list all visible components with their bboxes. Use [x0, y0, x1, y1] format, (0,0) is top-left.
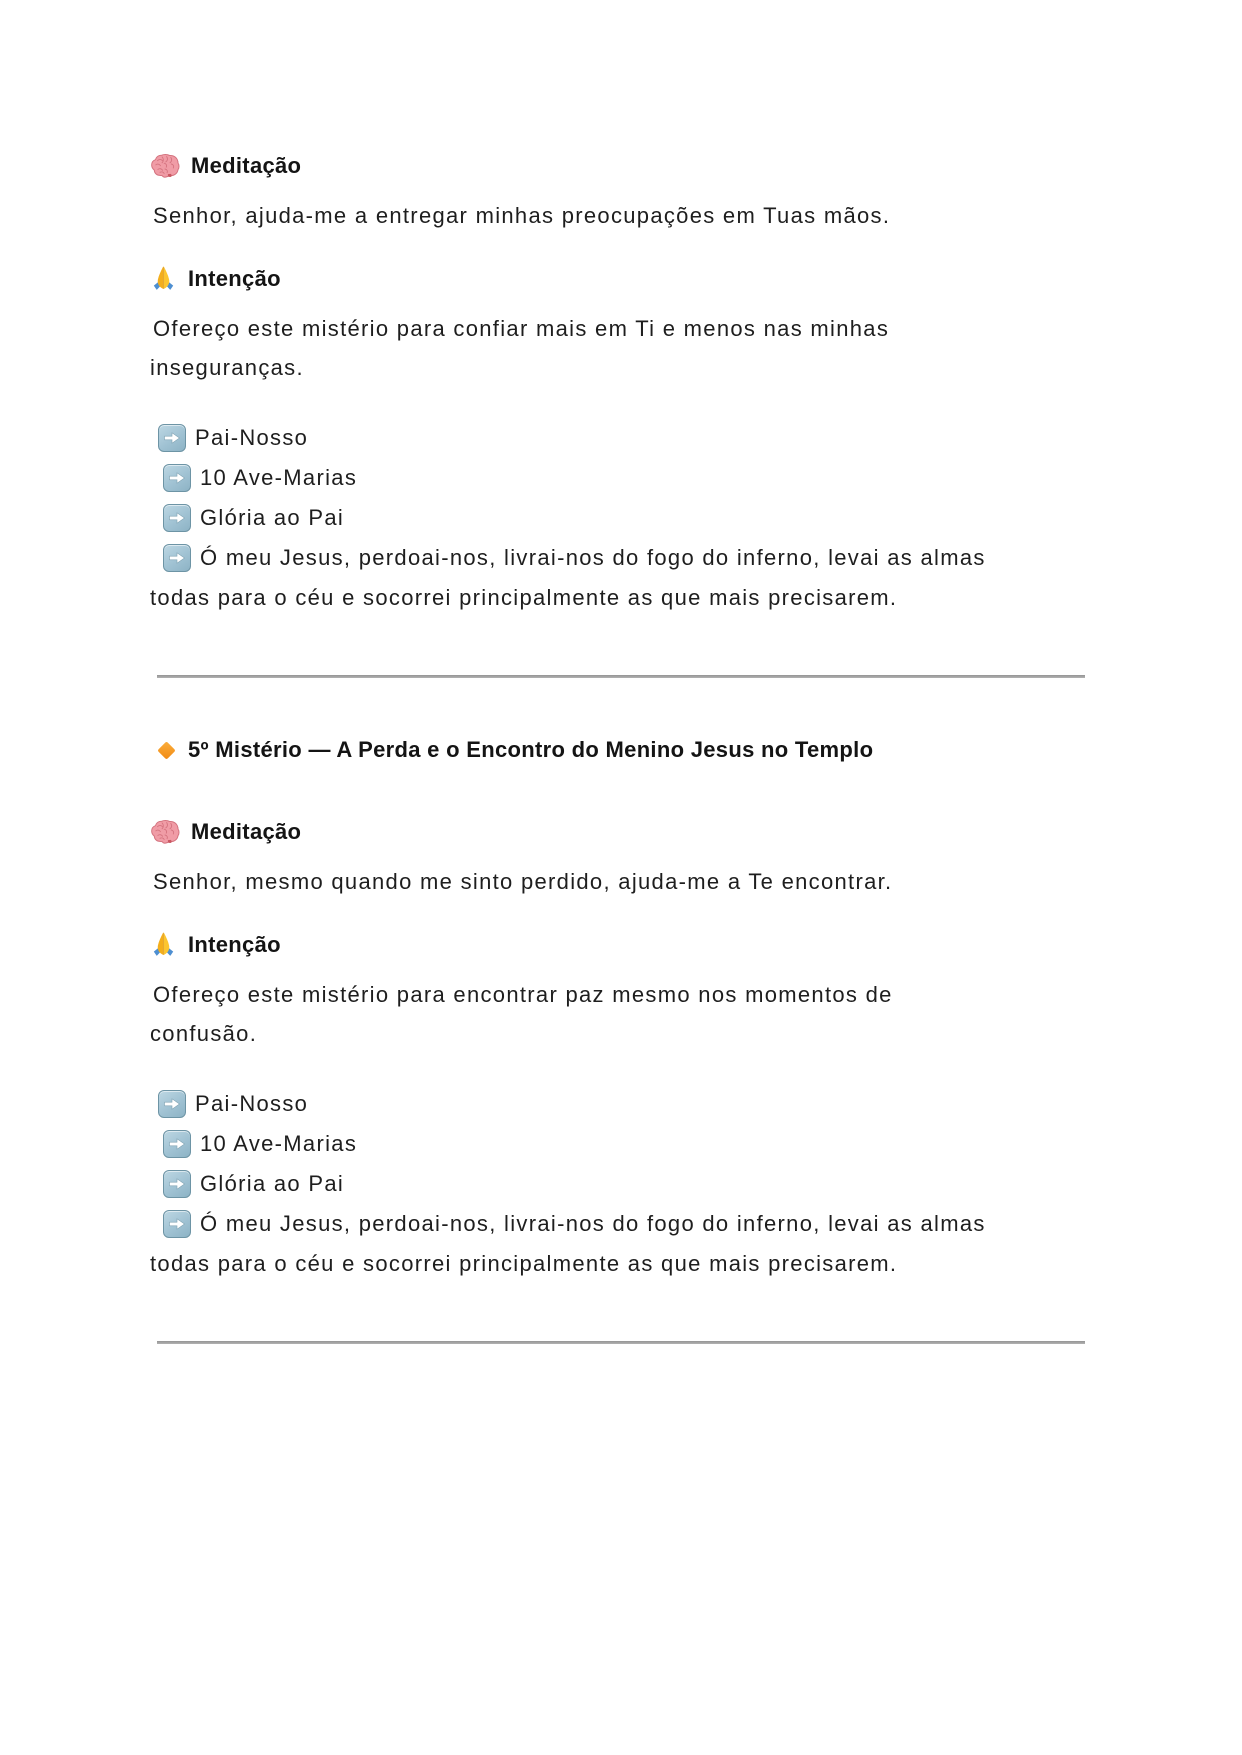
- prayer-label: Ó meu Jesus, perdoai-nos, livrai-nos do fogo do inferno, levai as almas: [200, 1211, 986, 1236]
- prayer-item: [150, 1164, 1102, 1204]
- intention-text: [150, 309, 1102, 387]
- section-divider: [157, 1341, 1085, 1344]
- prayer-label: Pai-Nosso: [195, 1091, 309, 1116]
- orange-diamond-icon: [157, 741, 175, 759]
- meditation-text: [150, 196, 1102, 235]
- mystery-section-5: [150, 736, 1102, 1284]
- intention-line: inseguranças.: [150, 355, 304, 380]
- prayer-label-continuation: todas para o céu e socorrei principalmente as que mais precisarem.: [150, 585, 898, 610]
- prayer-label: Pai-Nosso: [195, 425, 309, 450]
- meditation-heading: [150, 152, 1102, 180]
- prayer-label: Glória ao Pai: [200, 505, 345, 530]
- right-arrow-icon: [163, 504, 191, 532]
- mystery-section-4: [150, 152, 1102, 618]
- right-arrow-icon: [163, 1130, 191, 1158]
- prayer-item: [150, 1084, 1102, 1124]
- folded-hands-icon: [150, 930, 177, 959]
- intention-heading: [150, 264, 1102, 293]
- prayer-item: [150, 498, 1102, 538]
- right-arrow-icon: [158, 1090, 186, 1118]
- prayer-list: [150, 418, 1102, 618]
- intention-line: confusão.: [150, 1021, 258, 1046]
- meditation-heading-label: Meditação: [191, 153, 302, 178]
- meditation-heading: [150, 818, 1102, 846]
- right-arrow-icon: [163, 464, 191, 492]
- prayer-label: 10 Ave-Marias: [200, 1131, 358, 1156]
- prayer-item: [150, 458, 1102, 498]
- right-arrow-icon: [163, 1210, 191, 1238]
- prayer-label: Glória ao Pai: [200, 1171, 345, 1196]
- meditation-heading-label: Meditação: [191, 819, 302, 844]
- right-arrow-icon: [163, 1170, 191, 1198]
- brain-icon: [150, 153, 180, 180]
- intention-heading-label: Intenção: [188, 931, 281, 957]
- meditation-line: Senhor, mesmo quando me sinto perdido, ajuda-me a Te encontrar.: [153, 869, 893, 894]
- mystery-heading-label: 5º Mistério — A Perda e o Encontro do Menino Jesus no Templo: [188, 737, 874, 762]
- intention-heading-label: Intenção: [188, 265, 281, 291]
- prayer-item: [150, 1204, 1102, 1244]
- folded-hands-icon: [150, 264, 177, 293]
- intention-heading: [150, 930, 1102, 959]
- prayer-list: [150, 1084, 1102, 1284]
- meditation-text: [150, 862, 1102, 901]
- prayer-item: [150, 1124, 1102, 1164]
- mystery-heading: [150, 736, 1102, 764]
- right-arrow-icon: [158, 424, 186, 452]
- intention-line: Ofereço este mistério para confiar mais em Ti e menos nas minhas: [153, 316, 890, 341]
- intention-text: [150, 975, 1102, 1053]
- meditation-line: Senhor, ajuda-me a entregar minhas preocupações em Tuas mãos.: [153, 203, 891, 228]
- intention-line: Ofereço este mistério para encontrar paz mesmo nos momentos de: [153, 982, 893, 1007]
- brain-icon: [150, 819, 180, 846]
- prayer-label-continuation: todas para o céu e socorrei principalmente as que mais precisarem.: [150, 1251, 898, 1276]
- prayer-label: 10 Ave-Marias: [200, 465, 358, 490]
- prayer-item: [150, 538, 1102, 578]
- prayer-item: [150, 418, 1102, 458]
- section-divider: [157, 675, 1085, 678]
- right-arrow-icon: [163, 544, 191, 572]
- prayer-label: Ó meu Jesus, perdoai-nos, livrai-nos do fogo do inferno, levai as almas: [200, 545, 986, 570]
